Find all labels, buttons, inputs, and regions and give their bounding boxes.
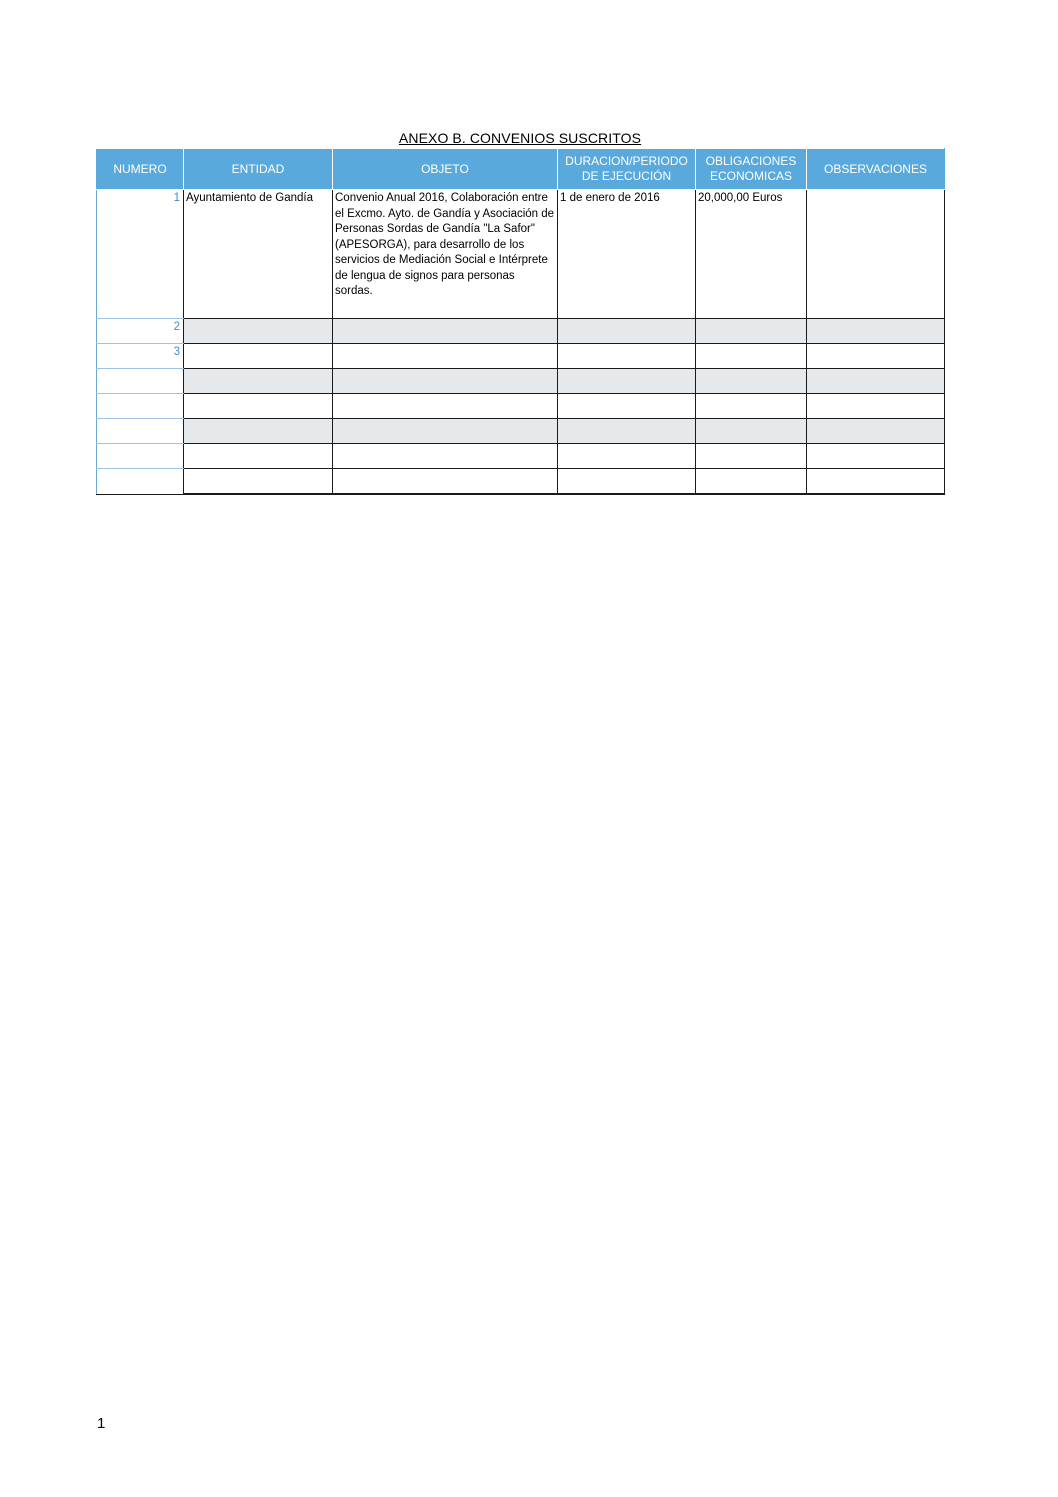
cell-observaciones: [807, 394, 945, 419]
cell-numero: [97, 419, 184, 444]
cell-objeto: [333, 444, 558, 469]
cell-objeto: [333, 419, 558, 444]
cell-obligaciones: [696, 419, 807, 444]
cell-observaciones: [807, 344, 945, 369]
cell-objeto: [333, 469, 558, 495]
cell-entidad: [184, 369, 333, 394]
cell-obligaciones: [696, 319, 807, 344]
cell-duracion: [558, 344, 696, 369]
cell-obligaciones: [696, 469, 807, 495]
header-objeto: OBJETO: [333, 149, 558, 190]
header-duracion: DURACION/PERIODO DE EJECUCIÓN: [558, 149, 696, 190]
header-numero: NUMERO: [97, 149, 184, 190]
header-obligaciones: OBLIGACIONES ECONOMICAS: [696, 149, 807, 190]
cell-objeto: [333, 394, 558, 419]
table-row: [97, 369, 945, 394]
table-row: [97, 469, 945, 495]
cell-duracion: [558, 319, 696, 344]
cell-observaciones: [807, 369, 945, 394]
cell-objeto: Convenio Anual 2016, Colaboración entre el Excmo. Ayto. de Gandía y Asociación de Personas Sordas de Gandía "La Safor" (APESORGA), para desarrollo de los servicios de Mediación Social e Intérprete de lengua de signos para personas sordas.: [333, 190, 558, 319]
cell-numero: [97, 444, 184, 469]
document-title: ANEXO B. CONVENIOS SUSCRITOS: [398, 130, 642, 146]
cell-duracion: [558, 469, 696, 495]
cell-entidad: [184, 419, 333, 444]
cell-observaciones: [807, 419, 945, 444]
cell-duracion: [558, 419, 696, 444]
table-header-row: [97, 149, 945, 190]
cell-entidad: [184, 344, 333, 369]
cell-obligaciones: [696, 394, 807, 419]
cell-numero: [97, 394, 184, 419]
cell-numero: [97, 369, 184, 394]
cell-duracion: [558, 444, 696, 469]
cell-objeto: [333, 369, 558, 394]
cell-observaciones: [807, 190, 945, 319]
cell-numero: 3: [97, 344, 184, 369]
table-row: [97, 419, 945, 444]
cell-obligaciones: [696, 369, 807, 394]
cell-observaciones: [807, 319, 945, 344]
cell-numero: 2: [97, 319, 184, 344]
table-row: [97, 394, 945, 419]
cell-entidad: [184, 469, 333, 495]
table-row: [97, 190, 945, 319]
table-row: [97, 319, 945, 344]
cell-observaciones: [807, 469, 945, 495]
table-row: [97, 444, 945, 469]
cell-numero: 1: [97, 190, 184, 319]
cell-duracion: [558, 394, 696, 419]
cell-observaciones: [807, 444, 945, 469]
convenios-table: [96, 148, 945, 495]
cell-entidad: Ayuntamiento de Gandía: [184, 190, 333, 319]
cell-obligaciones: [696, 444, 807, 469]
cell-objeto: [333, 344, 558, 369]
header-observaciones: OBSERVACIONES: [807, 149, 945, 190]
cell-duracion: 1 de enero de 2016: [558, 190, 696, 319]
cell-obligaciones: 20,000,00 Euros: [696, 190, 807, 319]
cell-obligaciones: [696, 344, 807, 369]
cell-numero: [97, 469, 184, 495]
cell-entidad: [184, 394, 333, 419]
cell-duracion: [558, 369, 696, 394]
table-row: [97, 344, 945, 369]
cell-entidad: [184, 444, 333, 469]
cell-entidad: [184, 319, 333, 344]
cell-objeto: [333, 319, 558, 344]
header-entidad: ENTIDAD: [184, 149, 333, 190]
page-number: 1: [97, 1415, 106, 1432]
